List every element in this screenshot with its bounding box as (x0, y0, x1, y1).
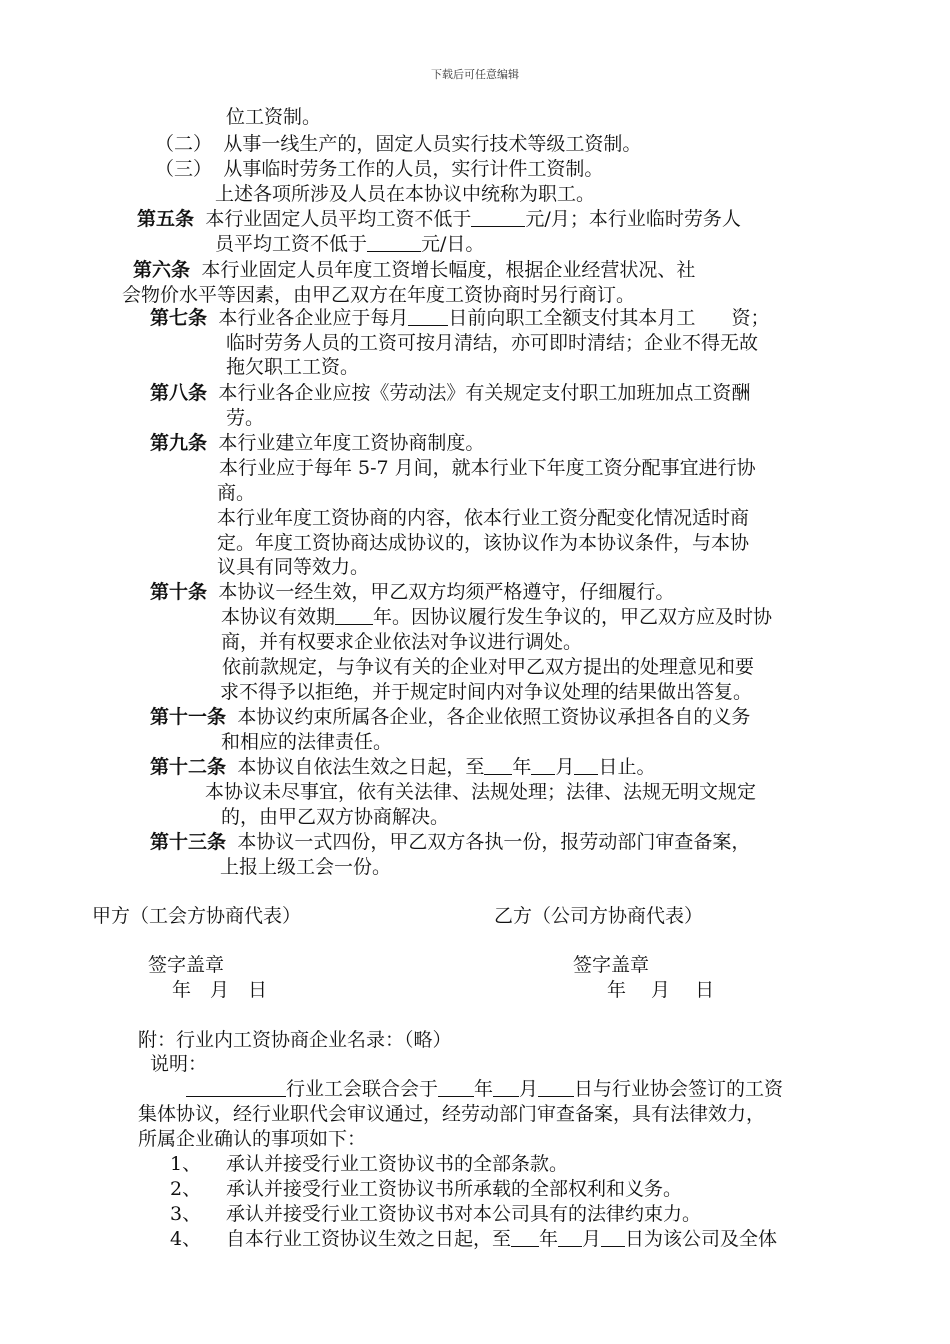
party-a-label: 甲方（工会方协商代表） (92, 905, 302, 927)
blank-field (335, 606, 373, 625)
item-number: 1、 (170, 1153, 202, 1175)
item-text: 从事一线生产的，固定人员实行技术等级工资制。 (223, 133, 642, 155)
clause-item (155, 156, 603, 182)
text-line: 位工资制。 (226, 106, 322, 128)
text-line: 上述各项所涉及人员在本协议中统称为职工。 (215, 183, 596, 205)
party-b-date: 年 月 日 (607, 979, 715, 1001)
blank-field (484, 756, 512, 775)
attachment-line: 附：行业内工资协商企业名录：（略） (138, 1029, 452, 1051)
text-line: 上报上级工会一份。 (220, 856, 392, 878)
article-6: 第六条 本行业固定人员年度工资增长幅度，根据企业经营状况、社 (133, 259, 696, 281)
article-5: 第五条 本行业固定人员平均工资不低于 元/月；本行业临时劳务人 (137, 208, 741, 230)
party-a-signature: 签字盖章 (148, 954, 225, 976)
text-line: 集体协议，经行业职代会审议通过，经劳动部门审查备案，具有法律效力， (138, 1103, 766, 1125)
list-item: 4、 自本行业工资协议生效之日起，至 年 月 日为该公司及全体 (170, 1228, 778, 1250)
article-title: 第十一条 (150, 706, 227, 728)
note-paragraph: 行业工会联合会于 年 月 日与行业协会签订的工资 (138, 1076, 783, 1102)
blank-field (511, 1228, 539, 1247)
blank-field (471, 208, 525, 227)
text-line: 所属企业确认的事项如下： (138, 1128, 367, 1150)
list-item: 2、 承认并接受行业工资协议书所承载的全部权利和义务。 (170, 1178, 683, 1200)
party-b-signature: 签字盖章 (573, 954, 650, 976)
party-a-date: 年 月 日 (172, 979, 268, 1001)
blank-field (186, 1078, 286, 1097)
article-title: 第十三条 (150, 831, 227, 853)
text-line: 的，由甲乙双方协商解决。 (221, 806, 450, 828)
text-line: 求不得予以拒绝，并于规定时间内对争议处理的结果做出答复。 (220, 681, 753, 703)
text-line: 会物价水平等因素，由甲乙双方在年度工资协商时另行商订。 (122, 284, 636, 306)
article-title: 第七条 (150, 307, 208, 329)
text-line: 商。 (217, 482, 256, 504)
blank-field (531, 756, 555, 775)
text-line: 和相应的法律责任。 (221, 731, 393, 753)
text-line: 临时劳务人员的工资可按月清结，亦可即时清结；企业不得无故 (226, 332, 759, 354)
article-11: 第十一条 本协议约束所属各企业，各企业依照工资协议承担各自的义务 (150, 706, 751, 728)
text-line: 本协议有效期 年。因协议履行发生争议的，甲乙双方应及时协 (221, 606, 773, 628)
item-text: 从事临时劳务工作的人员，实行计件工资制。 (223, 158, 604, 180)
article-title: 第十条 (150, 581, 208, 603)
text-line: 本行业应于每年 5-7 月间，就本行业下年度工资分配事宜进行协 (219, 457, 756, 479)
text-line: 议具有同等效力。 (217, 556, 370, 578)
item-number: （三） (155, 158, 213, 180)
list-item: 3、 承认并接受行业工资协议书对本公司具有的法律约束力。 (170, 1203, 702, 1225)
text-line: 员平均工资不低于 元/日。 (215, 233, 485, 255)
blank-field (408, 307, 448, 326)
item-number: 4、 (170, 1228, 202, 1250)
item-number: （二） (155, 133, 213, 155)
text-line: 拖欠职工工资。 (226, 356, 360, 378)
article-7: 第七条 本行业各企业应于每月 日前向职工全额支付其本月工 资； (150, 307, 770, 329)
text-line: 商，并有权要求企业依法对争议进行调处。 (221, 631, 583, 653)
article-8: 第八条 本行业各企业应按《劳动法》有关规定支付职工加班加点工资酬 (150, 382, 751, 404)
item-number: 2、 (170, 1178, 202, 1200)
text-line: 本协议未尽事宜，依有关法律、法规处理；法律、法规无明文规定 (205, 781, 757, 803)
article-12: 第十二条 本协议自依法生效之日起，至 年 月 日止。 (150, 756, 656, 778)
article-title: 第五条 (137, 208, 195, 230)
party-b-label: 乙方（公司方协商代表） (494, 905, 704, 927)
article-10: 第十条 本协议一经生效，甲乙双方均须严格遵守，仔细履行。 (150, 581, 675, 603)
article-title: 第六条 (133, 259, 191, 281)
note-heading: 说明： (150, 1053, 208, 1075)
list-item: 1、 承认并接受行业工资协议书的全部条款。 (170, 1153, 569, 1175)
blank-field (538, 1078, 574, 1097)
blank-field (367, 233, 421, 252)
page-header: 下载后可任意编辑 (431, 68, 519, 81)
article-title: 第八条 (150, 382, 208, 404)
item-number: 3、 (170, 1203, 202, 1225)
text-line: 定。年度工资协商达成协议的，该协议作为本协议条件，与本协 (217, 532, 750, 554)
article-title: 第九条 (150, 432, 208, 454)
clause-item (155, 131, 641, 157)
blank-field (558, 1228, 582, 1247)
text-line: 本行业年度工资协商的内容，依本行业工资分配变化情况适时商 (217, 507, 750, 529)
blank-field (493, 1078, 519, 1097)
blank-field (438, 1078, 474, 1097)
article-9: 第九条 本行业建立年度工资协商制度。 (150, 432, 485, 454)
text-line: 劳。 (226, 407, 265, 429)
text-line: 依前款规定，与争议有关的企业对甲乙双方提出的处理意见和要 (222, 656, 755, 678)
blank-field (574, 756, 598, 775)
article-13: 第十三条 本协议一式四份，甲乙双方各执一份，报劳动部门审查备案， (150, 831, 751, 853)
article-title: 第十二条 (150, 756, 227, 778)
blank-field (601, 1228, 625, 1247)
